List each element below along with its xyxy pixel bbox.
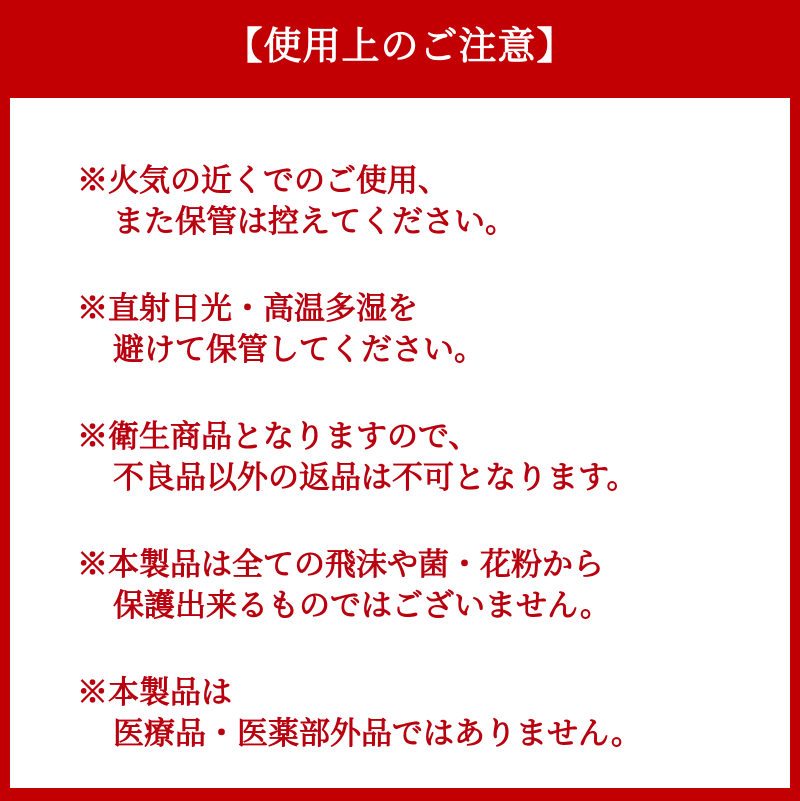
caution-line: ※本製品は全ての飛沫や菌・花粉から — [77, 547, 604, 583]
caution-line: ※直射日光・高温多湿を — [77, 291, 418, 327]
caution-line: ※本製品は — [77, 675, 232, 711]
caution-line: 不良品以外の返品は不可となります。 — [113, 460, 638, 496]
caution-item-protection — [77, 545, 787, 627]
caution-line: 保護出来るものではございません。 — [113, 588, 611, 624]
caution-line: ※火気の近くでのご使用、 — [77, 163, 449, 199]
caution-item-medical — [77, 673, 787, 755]
caution-line: 医療品・医薬部外品ではありません。 — [113, 716, 642, 752]
caution-line: また保管は控えてください。 — [113, 204, 516, 240]
caution-panel — [10, 98, 790, 788]
caution-item-returns — [77, 417, 787, 499]
page-title: 【使用上のご注意】 — [224, 23, 576, 68]
caution-header — [0, 0, 800, 98]
caution-item-fire — [77, 161, 787, 243]
caution-line: 避けて保管してください。 — [113, 332, 485, 368]
caution-list — [77, 161, 787, 801]
caution-line: ※衛生商品となりますので、 — [77, 419, 480, 455]
caution-item-storage — [77, 289, 787, 371]
